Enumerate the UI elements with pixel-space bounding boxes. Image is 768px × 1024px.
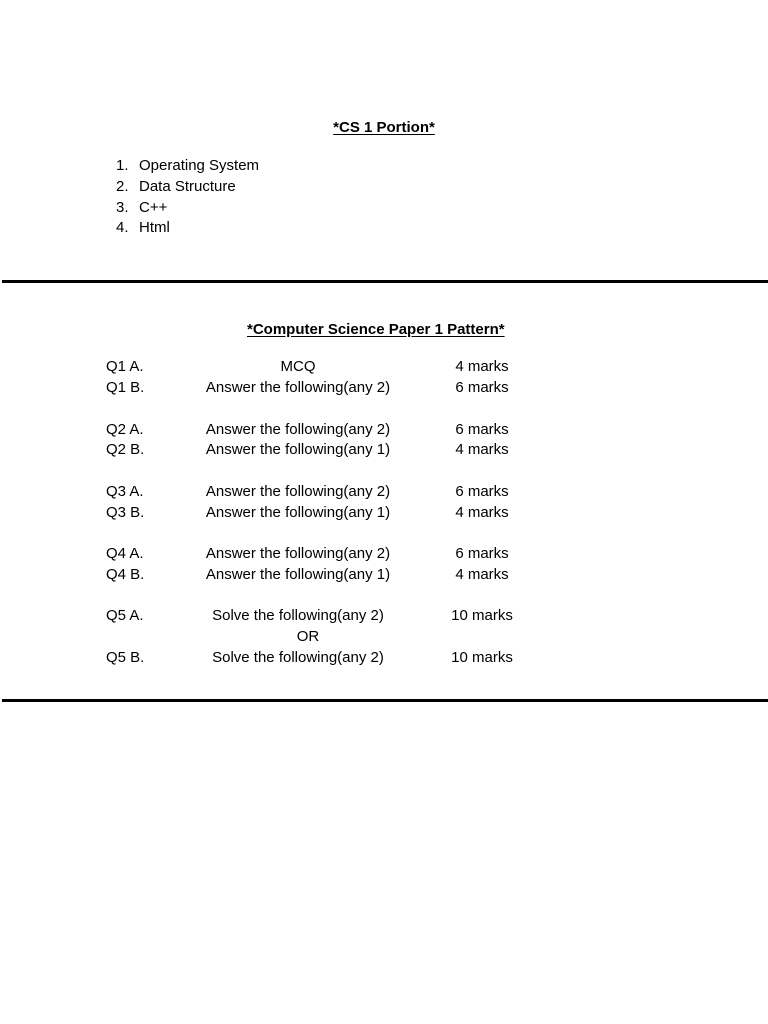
or-row: [0, 627, 768, 647]
question-marks: 4 marks: [455, 358, 509, 375]
question-description: MCQ: [280, 358, 316, 375]
question-number: Q1 A.: [106, 358, 144, 375]
question-marks: 4 marks: [455, 566, 509, 583]
question-number: Q4 A.: [106, 545, 144, 562]
question-description: Answer the following(any 1): [205, 441, 391, 458]
pattern-row: [0, 565, 768, 585]
question-number: Q2 A.: [106, 421, 144, 438]
question-description: Answer the following(any 2): [205, 421, 391, 438]
pattern-title: *Computer Science Paper 1 Pattern*: [247, 321, 505, 338]
portion-heading: [0, 119, 768, 136]
question-marks: 10 marks: [451, 649, 513, 666]
question-description: Solve the following(any 2): [212, 607, 384, 624]
question-description: Solve the following(any 2): [212, 649, 384, 666]
list-item-label: Operating System: [139, 157, 260, 174]
portion-list: [116, 156, 259, 239]
question-marks: 6 marks: [455, 421, 509, 438]
pattern-row: [0, 482, 768, 502]
pattern-row: [0, 544, 768, 564]
question-number: Q1 B.: [106, 379, 145, 396]
pattern-row: [0, 606, 768, 626]
list-item: [116, 198, 259, 219]
horizontal-divider: [2, 699, 768, 702]
question-marks: 10 marks: [451, 607, 513, 624]
question-marks: 6 marks: [455, 483, 509, 500]
list-item-number: 2.: [116, 177, 129, 195]
pattern-row: [0, 420, 768, 440]
question-number: Q5 A.: [106, 607, 144, 624]
list-item: [116, 177, 259, 198]
question-marks: 4 marks: [455, 504, 509, 521]
portion-title: *CS 1 Portion*: [333, 119, 435, 136]
pattern-row: [0, 503, 768, 523]
question-description: Answer the following(any 2): [205, 545, 391, 562]
question-description: Answer the following(any 2): [205, 483, 391, 500]
question-number: Q3 A.: [106, 483, 144, 500]
question-marks: 6 marks: [455, 379, 509, 396]
question-description: Answer the following(any 1): [205, 566, 391, 583]
list-item: [116, 218, 259, 239]
list-item: [116, 156, 259, 177]
question-marks: 6 marks: [455, 545, 509, 562]
list-item-label: Data Structure: [139, 177, 236, 195]
question-marks: 4 marks: [455, 441, 509, 458]
list-item-number: 3.: [116, 198, 129, 216]
question-description: Answer the following(any 1): [205, 504, 391, 521]
question-description: Answer the following(any 2): [205, 379, 391, 396]
question-number: Q5 B.: [106, 649, 145, 666]
pattern-row: [0, 378, 768, 398]
question-number: Q2 B.: [106, 441, 145, 458]
or-label: OR: [296, 628, 320, 645]
list-item-number: 1.: [116, 157, 129, 174]
pattern-row: [0, 440, 768, 460]
question-number: Q3 B.: [106, 504, 145, 521]
question-number: Q4 B.: [106, 566, 145, 583]
horizontal-divider: [2, 280, 768, 283]
list-item-number: 4.: [116, 219, 129, 237]
pattern-row: [0, 357, 768, 377]
pattern-row: [0, 648, 768, 668]
list-item-label: Html: [139, 219, 170, 237]
list-item-label: C++: [139, 198, 168, 216]
